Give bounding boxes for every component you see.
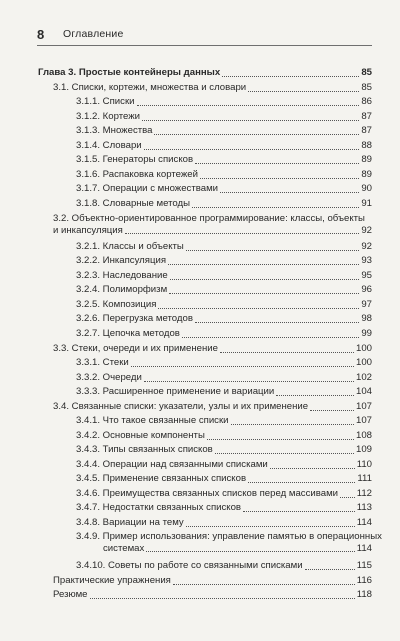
toc-label: 3.3.3. Расширенное применение и вариации (76, 386, 275, 397)
toc-label: 3.4.7. Недостатки связанных списков (76, 502, 242, 513)
toc-entry-3-4-3[interactable] (76, 444, 372, 456)
toc-label: 3.4. Связанные списки: указатели, узлы и их применение (53, 401, 309, 412)
toc-page-number: 97 (361, 299, 372, 310)
toc-label: 3.1.6. Распаковка кортежей (76, 169, 198, 180)
toc-entry-3-4-5[interactable] (76, 473, 372, 485)
leader-dots (169, 293, 359, 294)
toc-label: 3.1.8. Словарные методы (76, 198, 191, 209)
toc-label: 3.1.5. Генераторы списков (76, 154, 194, 165)
toc-label: 3.4.2. Основные компоненты (76, 430, 205, 441)
toc-label: 3.4.6. Преимущества связанных списков перед массивами (76, 488, 339, 499)
toc-label: 3.1.1. Списки (76, 96, 135, 107)
toc-entry-3-4-7[interactable] (76, 502, 372, 514)
toc-page-number: 87 (361, 111, 372, 122)
toc-label-line-1: 3.2. Объектно-ориентированное программирование: классы, объекты (53, 213, 365, 224)
toc-label: 3.2.4. Полиморфизм (76, 284, 168, 295)
toc-entry-3-4-10[interactable] (76, 560, 372, 572)
toc-page-number: 116 (356, 575, 372, 586)
toc-label: 3.4.5. Применение связанных списков (76, 473, 247, 484)
toc-label: 3.4.3. Типы связанных списков (76, 444, 213, 455)
leader-dots (182, 337, 359, 338)
toc-page-number: 93 (361, 255, 372, 266)
leader-dots (186, 250, 360, 251)
toc-entry-3-1-4[interactable] (76, 140, 372, 152)
toc-page-number: 89 (361, 169, 372, 180)
toc-page-number: 104 (355, 386, 372, 397)
toc-page-number: 114 (356, 542, 372, 554)
toc-entry-3-4-4[interactable] (76, 459, 372, 471)
toc-entry-3-1-3[interactable] (76, 125, 372, 137)
toc-label: 3.3. Стеки, очереди и их применение (53, 343, 218, 354)
toc-page-number: 96 (361, 284, 372, 295)
toc-entry-3-1-5[interactable] (76, 154, 372, 166)
toc-page-number: 90 (361, 183, 372, 194)
page-number: 8 (37, 27, 45, 42)
leader-dots (215, 453, 354, 454)
toc-label: Практические упражнения (53, 575, 171, 586)
toc-label-line-1: 3.4.9. Пример использования: управление памятью в операционных (76, 531, 382, 542)
toc-label: Резюме (53, 589, 88, 600)
toc-label: 3.2.1. Классы и объекты (76, 241, 184, 252)
toc-entry-3-2-2[interactable] (76, 255, 372, 267)
toc-entry-3-1-2[interactable] (76, 111, 372, 123)
toc-label-line-2-row (76, 543, 372, 555)
leader-dots (243, 511, 355, 512)
leader-dots (154, 134, 359, 135)
leader-dots (222, 76, 359, 77)
leader-dots (125, 233, 359, 234)
toc-entry-3-3-3[interactable] (76, 386, 372, 398)
leader-dots (200, 178, 359, 179)
leader-dots (170, 279, 360, 280)
toc-page-number: 109 (355, 444, 372, 455)
leader-dots (220, 192, 359, 193)
leader-dots (144, 149, 360, 150)
toc-label: 3.2.6. Перегрузка методов (76, 313, 193, 324)
toc-label-line-2: системах (103, 542, 145, 554)
toc-label: Глава 3. Простые контейнеры данных (38, 67, 221, 78)
leader-dots (137, 105, 360, 106)
toc-page-number: 107 (355, 401, 372, 412)
toc-page-number: 92 (361, 224, 372, 236)
leader-dots (186, 526, 355, 527)
leader-dots (146, 551, 354, 552)
toc-page-number: 100 (355, 343, 372, 354)
header-rule (37, 45, 372, 46)
toc-page-number: 118 (356, 589, 372, 600)
toc-entry-3-3-1[interactable] (76, 357, 372, 369)
toc-entry-3-4-6[interactable] (76, 488, 372, 500)
toc-entry-chapter-3[interactable] (38, 67, 372, 79)
toc-label: 3.1.2. Кортежи (76, 111, 141, 122)
toc-page-number: 85 (361, 67, 372, 78)
toc-entry-3-4-9[interactable] (76, 531, 382, 554)
leader-dots (192, 207, 359, 208)
toc-page-number: 88 (361, 140, 372, 151)
toc-page-number: 95 (361, 270, 372, 281)
toc-page-number: 85 (361, 82, 372, 93)
toc-page-number: 114 (356, 517, 372, 528)
leader-dots (270, 468, 355, 469)
toc-label: 3.4.4. Операции над связанными списками (76, 459, 268, 470)
leader-dots (231, 424, 354, 425)
toc-page-number: 89 (361, 154, 372, 165)
toc-label: 3.1.7. Операции с множествами (76, 183, 219, 194)
leader-dots (131, 366, 354, 367)
leader-dots (173, 584, 355, 585)
toc-page-number: 113 (356, 502, 372, 513)
toc-entry-practice[interactable] (53, 575, 372, 587)
toc-page-number: 112 (356, 488, 372, 499)
toc-label: 3.4.10. Советы по работе со связанными списками (76, 560, 303, 571)
leader-dots (310, 410, 354, 411)
toc-entry-3-4-8[interactable] (76, 517, 372, 529)
toc-entry-3-3-2[interactable] (76, 372, 372, 384)
toc-page-number: 99 (361, 328, 372, 339)
toc-page-number: 115 (356, 560, 372, 571)
toc-entry-3-3[interactable] (53, 343, 372, 355)
toc-page-number: 100 (355, 357, 372, 368)
toc-label-line-2: и инкапсуляция (53, 224, 123, 236)
toc-page-number: 91 (361, 198, 372, 209)
toc-entry-3-2[interactable] (53, 213, 372, 236)
running-title: Оглавление (63, 28, 124, 40)
leader-dots (248, 91, 359, 92)
leader-dots (142, 120, 359, 121)
toc-entry-3-2-3[interactable] (76, 270, 372, 282)
toc-page-number: 110 (356, 459, 372, 470)
leader-dots (168, 264, 359, 265)
toc-page-number: 87 (361, 125, 372, 136)
toc-page-number: 107 (355, 415, 372, 426)
toc-page-number: 86 (361, 96, 372, 107)
leader-dots (195, 322, 359, 323)
toc-entry-3-1-6[interactable] (76, 169, 372, 181)
toc-page-number: 98 (361, 313, 372, 324)
leader-dots (158, 308, 359, 309)
toc-entry-3-2-7[interactable] (76, 328, 372, 340)
leader-dots (90, 598, 355, 599)
toc-label: 3.1.3. Множества (76, 125, 153, 136)
toc-page-number: 111 (357, 473, 372, 484)
toc-label: 3.1.4. Словари (76, 140, 142, 151)
toc-entry-3-1-8[interactable] (76, 198, 372, 210)
toc-entry-3-2-4[interactable] (76, 284, 372, 296)
leader-dots (207, 439, 354, 440)
toc-entry-3-4-1[interactable] (76, 415, 372, 427)
toc-label: 3.1. Списки, кортежи, множества и словари (53, 82, 247, 93)
toc-entry-summary[interactable] (53, 589, 372, 601)
toc-label: 3.2.2. Инкапсуляция (76, 255, 167, 266)
toc-entry-3-4-2[interactable] (76, 430, 372, 442)
toc-entry-3-2-5[interactable] (76, 299, 372, 311)
toc-entry-3-1-7[interactable] (76, 183, 372, 195)
toc-label: 3.2.3. Наследование (76, 270, 168, 281)
toc-label: 3.2.5. Композиция (76, 299, 157, 310)
leader-dots (340, 497, 355, 498)
toc-label: 3.3.1. Стеки (76, 357, 129, 368)
toc-label-line-2-row (53, 225, 372, 237)
toc-label: 3.4.1. Что такое связанные списки (76, 415, 229, 426)
leader-dots (305, 569, 355, 570)
toc-page-number: 92 (361, 241, 372, 252)
toc-label: 3.2.7. Цепочка методов (76, 328, 180, 339)
toc-page-number: 108 (355, 430, 372, 441)
toc-label: 3.4.8. Вариации на тему (76, 517, 184, 528)
toc-entry-3-1-1[interactable] (76, 96, 372, 108)
toc-label: 3.3.2. Очереди (76, 372, 142, 383)
toc-entry-3-4[interactable] (53, 401, 372, 413)
leader-dots (144, 381, 354, 382)
toc-entry-3-2-6[interactable] (76, 313, 372, 325)
leader-dots (248, 482, 355, 483)
toc-entry-3-2-1[interactable] (76, 241, 372, 253)
leader-dots (195, 163, 359, 164)
leader-dots (276, 395, 354, 396)
toc-entry-3-1[interactable] (53, 82, 372, 94)
leader-dots (220, 352, 354, 353)
toc-page-number: 102 (355, 372, 372, 383)
